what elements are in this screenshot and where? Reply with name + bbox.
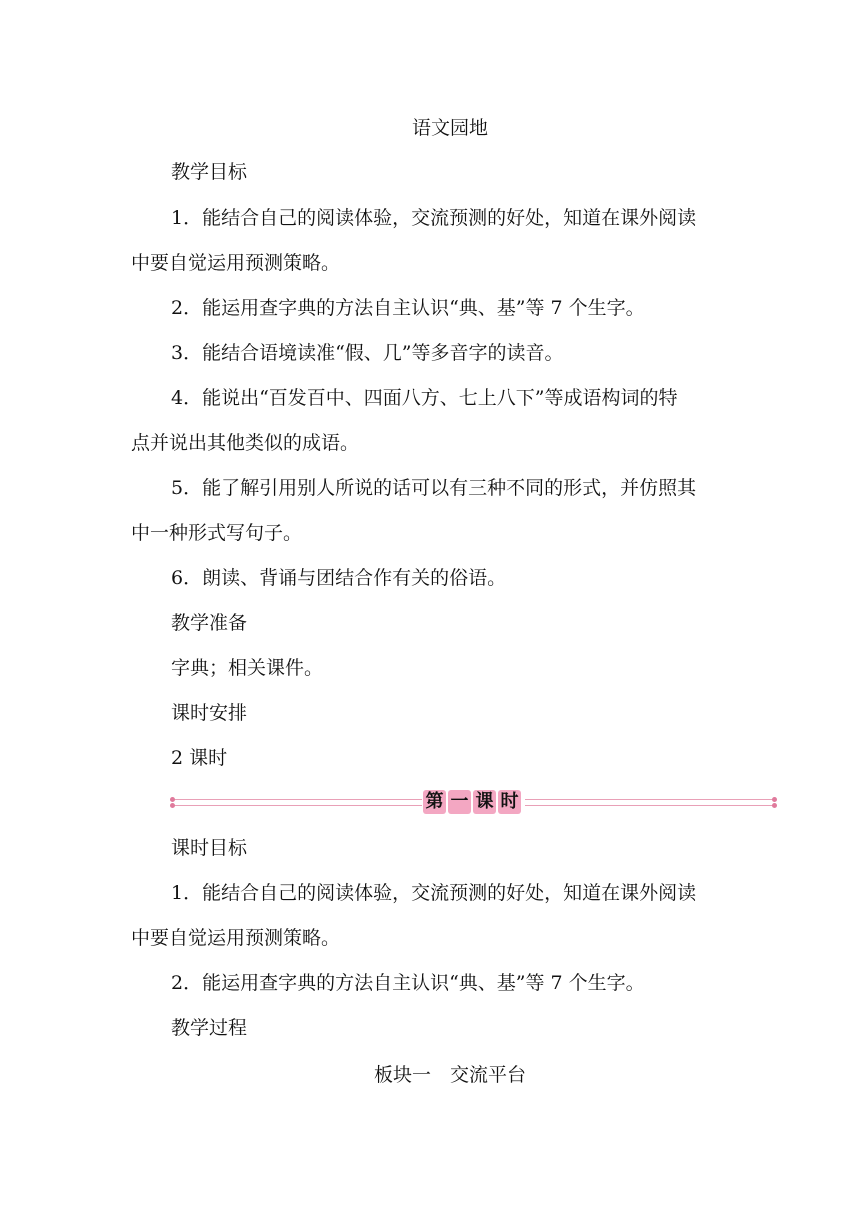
- divider-dot: [170, 803, 175, 808]
- divider-dot: [170, 797, 175, 802]
- lesson-goals-heading: 课时目标: [171, 837, 248, 859]
- objective-2: 2．能运用查字典的方法自主认识“典、基”等 7 个生字。: [171, 297, 645, 319]
- divider-dot: [772, 797, 777, 802]
- section-title: 板块一 交流平台: [373, 1064, 526, 1086]
- lesson-label-char: 课: [473, 790, 496, 814]
- page-title: 语文园地: [411, 117, 488, 139]
- divider-rule-left-top: [172, 799, 422, 800]
- lesson-label-char: 时: [498, 790, 521, 814]
- divider-rule-left-bottom: [172, 805, 422, 806]
- objective-3: 3．能结合语境读准“假、几”等多音字的读音。: [171, 342, 564, 364]
- lesson-label: [423, 790, 521, 814]
- lesson-label-char: 一: [448, 790, 471, 814]
- objective-1-line-2: 中要自觉运用预测策略。: [131, 252, 341, 274]
- objective-1-line-1: 1．能结合自己的阅读体验，交流预测的好处，知道在课外阅读: [171, 207, 697, 229]
- objectives-heading: 教学目标: [171, 161, 248, 183]
- prep-heading: 教学准备: [171, 612, 248, 634]
- schedule-text: 2 课时: [171, 747, 228, 769]
- objective-4-line-2: 点并说出其他类似的成语。: [131, 432, 360, 454]
- prep-text: 字典；相关课件。: [171, 657, 324, 679]
- objective-6: 6．朗读、背诵与团结合作有关的俗语。: [171, 567, 507, 589]
- divider-rule-right-bottom: [525, 805, 775, 806]
- objective-5-line-2: 中一种形式写句子。: [131, 522, 303, 544]
- lesson-label-char: 第: [423, 790, 446, 814]
- lesson-divider: [170, 788, 777, 816]
- divider-dot: [772, 803, 777, 808]
- divider-rule-right-top: [525, 799, 775, 800]
- lesson-goal-1-line-2: 中要自觉运用预测策略。: [131, 927, 341, 949]
- lesson-goal-1-line-1: 1．能结合自己的阅读体验，交流预测的好处，知道在课外阅读: [171, 882, 697, 904]
- objective-4-line-1: 4．能说出“百发百中、四面八方、七上八下”等成语构词的特: [171, 387, 678, 409]
- process-heading: 教学过程: [171, 1017, 248, 1039]
- schedule-heading: 课时安排: [171, 702, 248, 724]
- objective-5-line-1: 5．能了解引用别人所说的话可以有三种不同的形式，并仿照其: [171, 477, 697, 499]
- lesson-goal-2: 2．能运用查字典的方法自主认识“典、基”等 7 个生字。: [171, 972, 645, 994]
